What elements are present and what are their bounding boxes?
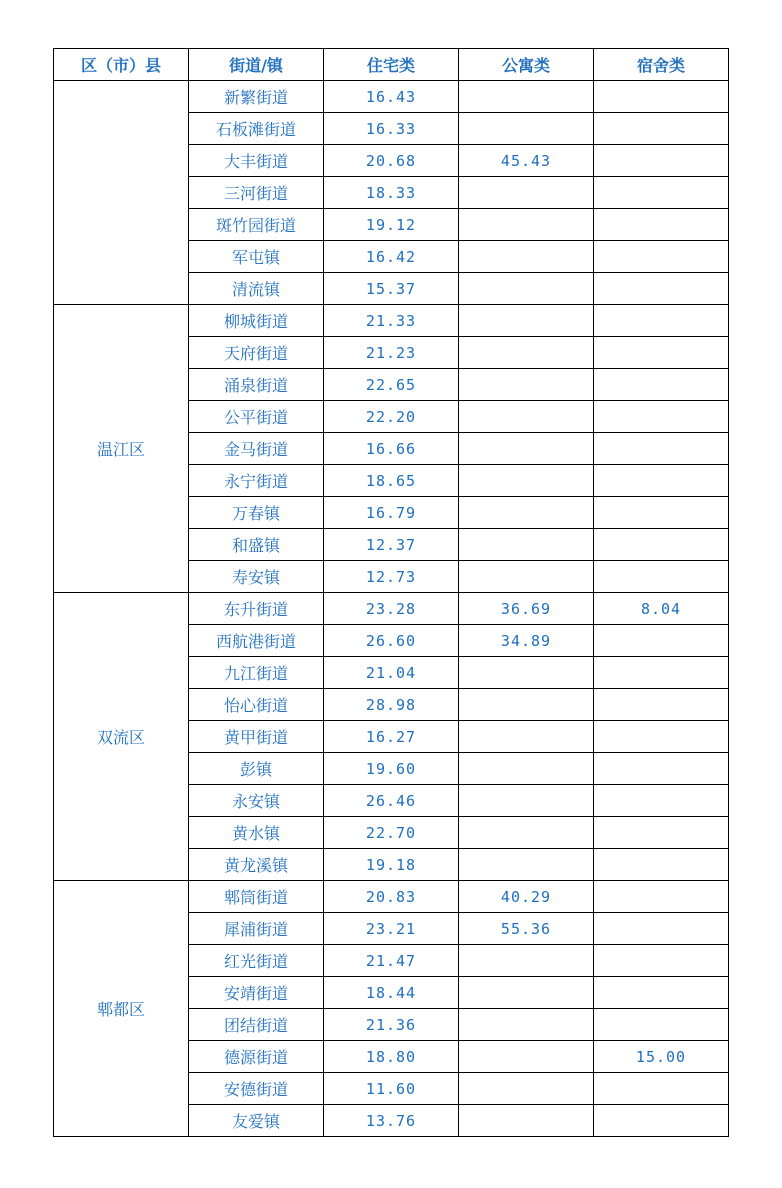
dormitory-cell — [594, 689, 729, 721]
dormitory-cell — [594, 657, 729, 689]
apartment-cell — [459, 1073, 594, 1105]
residential-cell: 21.23 — [324, 337, 459, 369]
dormitory-cell — [594, 241, 729, 273]
apartment-cell: 36.69 — [459, 593, 594, 625]
street-cell: 西航港街道 — [189, 625, 324, 657]
apartment-cell — [459, 369, 594, 401]
table-row — [54, 881, 729, 913]
apartment-cell — [459, 721, 594, 753]
header-apartment: 公寓类 — [459, 49, 594, 81]
apartment-cell — [459, 529, 594, 561]
dormitory-cell — [594, 721, 729, 753]
street-cell: 军屯镇 — [189, 241, 324, 273]
residential-cell: 15.37 — [324, 273, 459, 305]
street-cell: 金马街道 — [189, 433, 324, 465]
apartment-cell — [459, 401, 594, 433]
residential-cell: 19.18 — [324, 849, 459, 881]
residential-cell: 20.68 — [324, 145, 459, 177]
residential-cell: 12.73 — [324, 561, 459, 593]
apartment-cell — [459, 1105, 594, 1137]
header-row — [54, 49, 729, 81]
header-dormitory: 宿舍类 — [594, 49, 729, 81]
apartment-cell — [459, 561, 594, 593]
dormitory-cell — [594, 529, 729, 561]
street-cell: 永宁街道 — [189, 465, 324, 497]
street-cell: 寿安镇 — [189, 561, 324, 593]
street-cell: 永安镇 — [189, 785, 324, 817]
table-row — [54, 593, 729, 625]
apartment-cell — [459, 945, 594, 977]
apartment-cell — [459, 657, 594, 689]
header-street: 街道/镇 — [189, 49, 324, 81]
residential-cell: 18.65 — [324, 465, 459, 497]
street-cell: 黄甲街道 — [189, 721, 324, 753]
dormitory-cell — [594, 753, 729, 785]
street-cell: 天府街道 — [189, 337, 324, 369]
dormitory-cell — [594, 433, 729, 465]
dormitory-cell — [594, 625, 729, 657]
apartment-cell — [459, 497, 594, 529]
residential-cell: 19.12 — [324, 209, 459, 241]
dormitory-cell — [594, 305, 729, 337]
street-cell: 黄水镇 — [189, 817, 324, 849]
dormitory-cell — [594, 785, 729, 817]
header-district: 区（市）县 — [54, 49, 189, 81]
residential-cell: 16.27 — [324, 721, 459, 753]
apartment-cell: 40.29 — [459, 881, 594, 913]
street-cell: 三河街道 — [189, 177, 324, 209]
street-cell: 涌泉街道 — [189, 369, 324, 401]
residential-cell: 26.46 — [324, 785, 459, 817]
street-cell: 新繁街道 — [189, 81, 324, 113]
apartment-cell — [459, 977, 594, 1009]
residential-cell: 16.43 — [324, 81, 459, 113]
residential-cell: 11.60 — [324, 1073, 459, 1105]
street-cell: 石板滩街道 — [189, 113, 324, 145]
street-cell: 和盛镇 — [189, 529, 324, 561]
street-cell: 九江街道 — [189, 657, 324, 689]
dormitory-cell — [594, 337, 729, 369]
residential-cell: 20.83 — [324, 881, 459, 913]
residential-cell: 19.60 — [324, 753, 459, 785]
street-cell: 万春镇 — [189, 497, 324, 529]
street-cell: 安靖街道 — [189, 977, 324, 1009]
residential-cell: 13.76 — [324, 1105, 459, 1137]
street-cell: 团结街道 — [189, 1009, 324, 1041]
dormitory-cell: 15.00 — [594, 1041, 729, 1073]
residential-cell: 26.60 — [324, 625, 459, 657]
apartment-cell — [459, 209, 594, 241]
price-table — [53, 48, 729, 1137]
apartment-cell — [459, 1009, 594, 1041]
dormitory-cell — [594, 1073, 729, 1105]
apartment-cell — [459, 241, 594, 273]
dormitory-cell — [594, 273, 729, 305]
apartment-cell — [459, 817, 594, 849]
dormitory-cell — [594, 81, 729, 113]
apartment-cell — [459, 433, 594, 465]
residential-cell: 18.80 — [324, 1041, 459, 1073]
street-cell: 公平街道 — [189, 401, 324, 433]
residential-cell: 22.65 — [324, 369, 459, 401]
residential-cell: 21.33 — [324, 305, 459, 337]
street-cell: 黄龙溪镇 — [189, 849, 324, 881]
table-row — [54, 81, 729, 113]
dormitory-cell — [594, 145, 729, 177]
dormitory-cell — [594, 465, 729, 497]
residential-cell: 23.28 — [324, 593, 459, 625]
district-cell: 双流区 — [54, 593, 189, 881]
residential-cell: 18.44 — [324, 977, 459, 1009]
dormitory-cell — [594, 1105, 729, 1137]
dormitory-cell — [594, 1009, 729, 1041]
residential-cell: 21.47 — [324, 945, 459, 977]
district-cell: 郫都区 — [54, 881, 189, 1137]
street-cell: 怡心街道 — [189, 689, 324, 721]
apartment-cell — [459, 177, 594, 209]
dormitory-cell — [594, 497, 729, 529]
dormitory-cell — [594, 977, 729, 1009]
dormitory-cell — [594, 849, 729, 881]
table-row — [54, 305, 729, 337]
residential-cell: 22.70 — [324, 817, 459, 849]
apartment-cell — [459, 849, 594, 881]
street-cell: 清流镇 — [189, 273, 324, 305]
dormitory-cell — [594, 113, 729, 145]
apartment-cell — [459, 273, 594, 305]
street-cell: 彭镇 — [189, 753, 324, 785]
dormitory-cell — [594, 945, 729, 977]
dormitory-cell: 8.04 — [594, 593, 729, 625]
dormitory-cell — [594, 369, 729, 401]
dormitory-cell — [594, 209, 729, 241]
street-cell: 东升街道 — [189, 593, 324, 625]
apartment-cell — [459, 305, 594, 337]
street-cell: 安德街道 — [189, 1073, 324, 1105]
apartment-cell — [459, 753, 594, 785]
residential-cell: 12.37 — [324, 529, 459, 561]
residential-cell: 16.66 — [324, 433, 459, 465]
street-cell: 大丰街道 — [189, 145, 324, 177]
apartment-cell — [459, 113, 594, 145]
residential-cell: 22.20 — [324, 401, 459, 433]
apartment-cell: 45.43 — [459, 145, 594, 177]
dormitory-cell — [594, 881, 729, 913]
apartment-cell — [459, 1041, 594, 1073]
dormitory-cell — [594, 817, 729, 849]
dormitory-cell — [594, 177, 729, 209]
street-cell: 红光街道 — [189, 945, 324, 977]
residential-cell: 16.42 — [324, 241, 459, 273]
apartment-cell — [459, 465, 594, 497]
district-cell: 温江区 — [54, 305, 189, 593]
apartment-cell — [459, 81, 594, 113]
dormitory-cell — [594, 561, 729, 593]
residential-cell: 18.33 — [324, 177, 459, 209]
apartment-cell — [459, 785, 594, 817]
dormitory-cell — [594, 913, 729, 945]
residential-cell: 21.36 — [324, 1009, 459, 1041]
street-cell: 德源街道 — [189, 1041, 324, 1073]
residential-cell: 16.33 — [324, 113, 459, 145]
street-cell: 犀浦街道 — [189, 913, 324, 945]
residential-cell: 23.21 — [324, 913, 459, 945]
street-cell: 柳城街道 — [189, 305, 324, 337]
apartment-cell: 55.36 — [459, 913, 594, 945]
street-cell: 斑竹园街道 — [189, 209, 324, 241]
apartment-cell — [459, 337, 594, 369]
apartment-cell: 34.89 — [459, 625, 594, 657]
residential-cell: 28.98 — [324, 689, 459, 721]
table-body — [54, 81, 729, 1137]
residential-cell: 16.79 — [324, 497, 459, 529]
residential-cell: 21.04 — [324, 657, 459, 689]
street-cell: 友爱镇 — [189, 1105, 324, 1137]
header-residential: 住宅类 — [324, 49, 459, 81]
apartment-cell — [459, 689, 594, 721]
dormitory-cell — [594, 401, 729, 433]
district-cell — [54, 81, 189, 305]
street-cell: 郫筒街道 — [189, 881, 324, 913]
